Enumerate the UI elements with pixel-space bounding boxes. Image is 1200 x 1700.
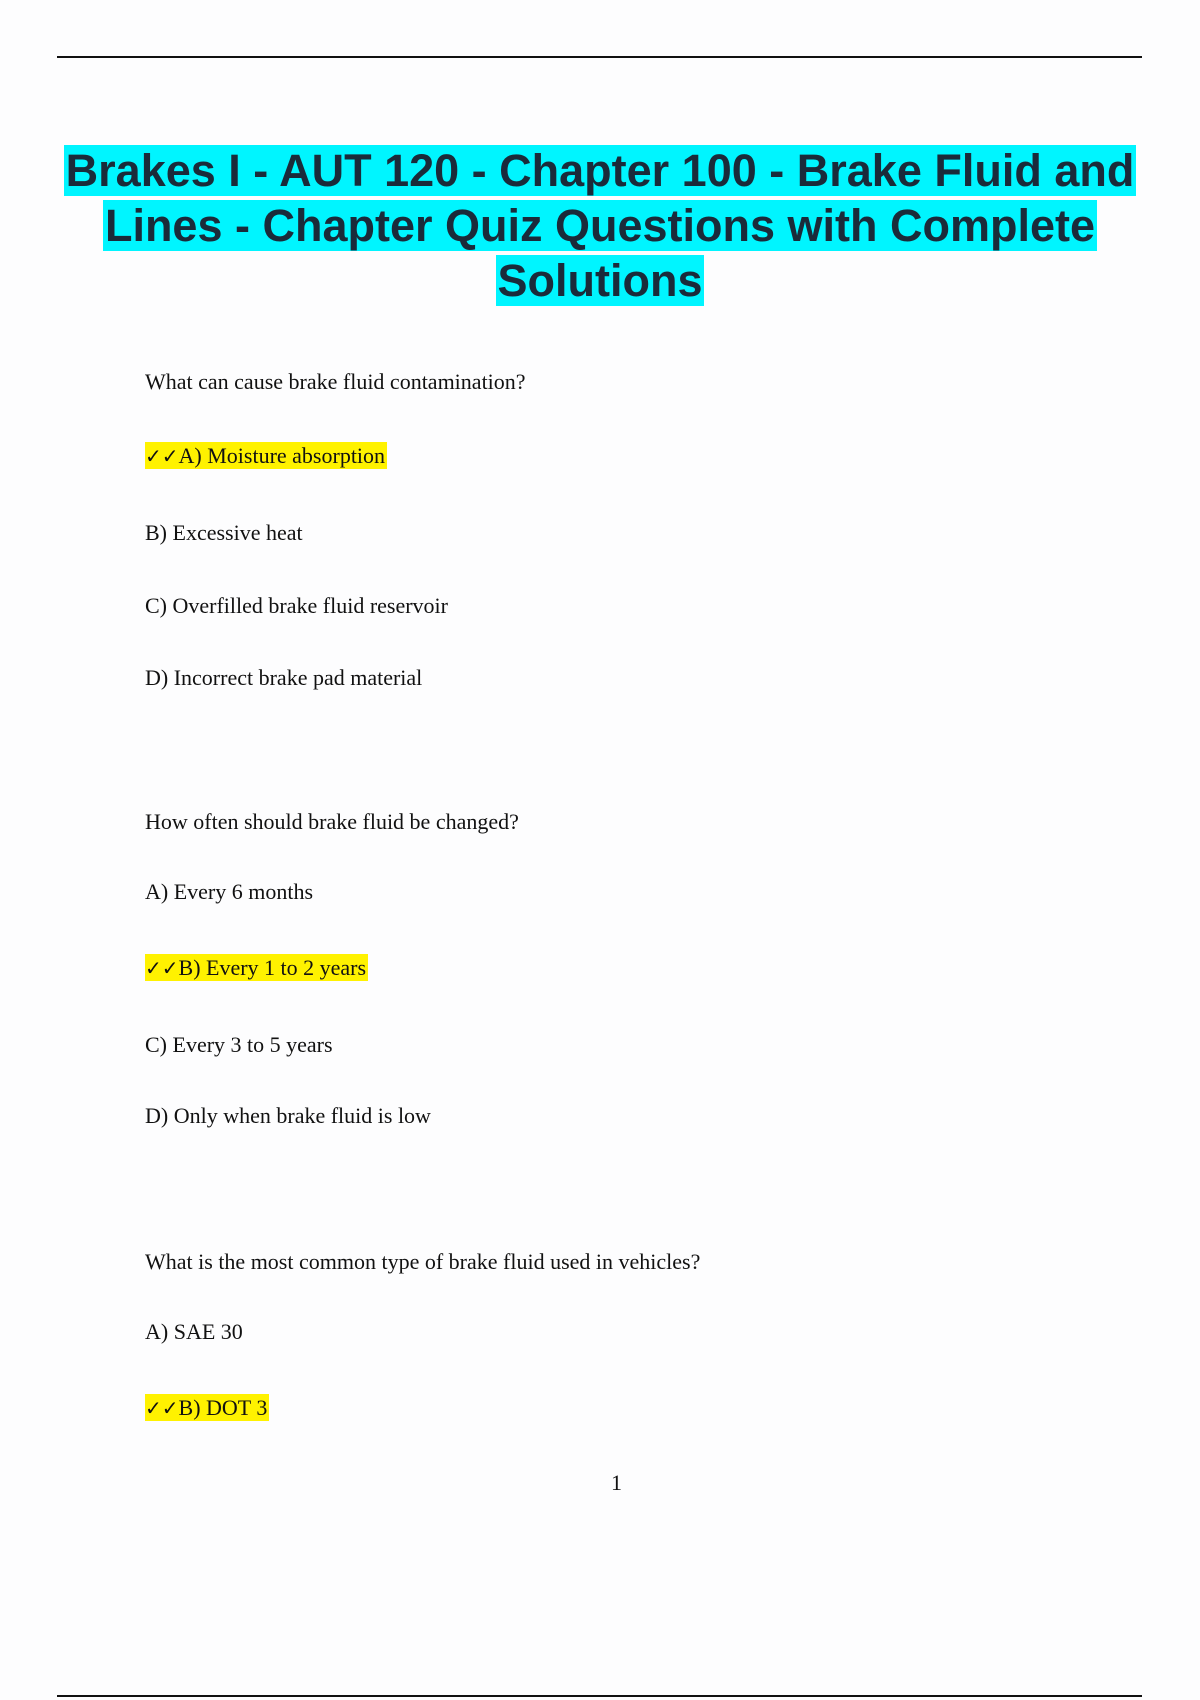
- header-rule: [57, 56, 1142, 58]
- answer-option-correct: [145, 1394, 269, 1422]
- answer-option: A) Every 6 months: [145, 879, 314, 904]
- answer-option-correct: [145, 954, 368, 982]
- page-number: 1: [611, 1470, 622, 1495]
- check-icon: ✓✓: [145, 444, 179, 468]
- check-icon: ✓✓: [145, 956, 179, 980]
- option-text: A) Moisture absorption: [178, 443, 386, 468]
- answer-option: D) Incorrect brake pad material: [145, 665, 423, 690]
- answer-option: C) Every 3 to 5 years: [145, 1032, 333, 1057]
- footer-rule: [57, 1695, 1142, 1697]
- document-title: [60, 143, 1140, 308]
- title-text: Brakes I - AUT 120 - Chapter 100 - Brake Fluid and Lines - Chapter Quiz Questions with Complete Solutions: [65, 145, 1135, 306]
- question-text: What is the most common type of brake fluid used in vehicles?: [145, 1249, 701, 1274]
- answer-option-correct: [145, 442, 387, 470]
- option-text: B) DOT 3: [178, 1395, 268, 1420]
- answer-option: C) Overfilled brake fluid reservoir: [145, 593, 448, 618]
- answer-option: D) Only when brake fluid is low: [145, 1103, 431, 1128]
- answer-option: A) SAE 30: [145, 1319, 243, 1344]
- option-text: B) Every 1 to 2 years: [178, 955, 367, 980]
- answer-option: B) Excessive heat: [145, 520, 303, 545]
- question-text: What can cause brake fluid contamination?: [145, 369, 526, 394]
- check-icon: ✓✓: [145, 1396, 179, 1420]
- question-text: How often should brake fluid be changed?: [145, 809, 519, 834]
